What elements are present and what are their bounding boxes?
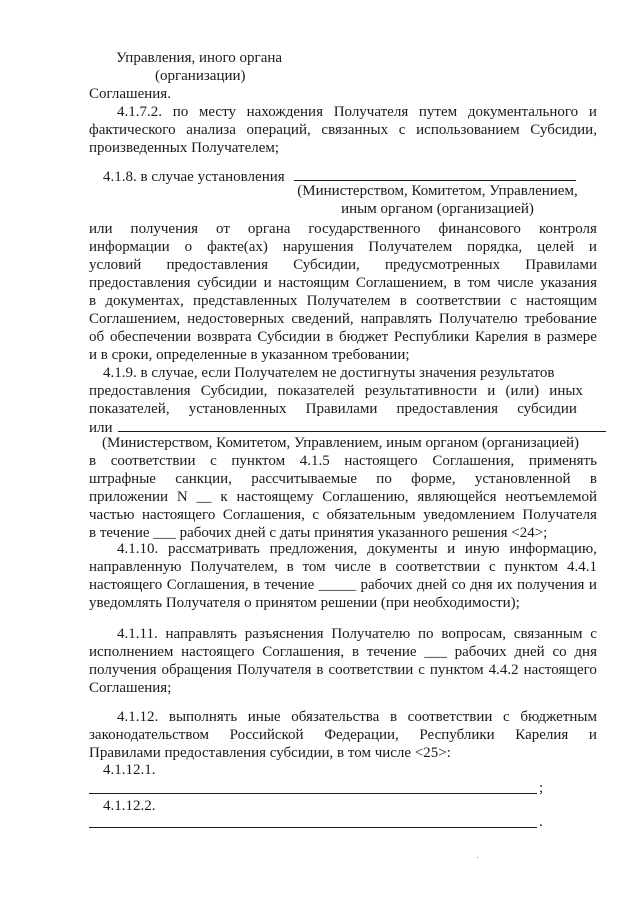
word: направленную [89,559,182,575]
p4172-line-2 [89,121,597,139]
word: факте(ах) [207,239,268,255]
word: настоящего [181,644,255,660]
word: иную [464,541,500,557]
word: соответствии [110,453,196,469]
p419-paren: (Министерством, Комитетом, Управлением, иным органом (организацией) [102,435,580,451]
word: с [210,453,217,469]
item-4-1-12-1-number: 4.1.12.1. [103,762,156,778]
word: бюджетным [520,709,597,725]
word: получения [130,221,199,237]
word: течение [366,644,417,660]
word: 4.1.12. [117,709,159,725]
word: рабочих [454,644,507,660]
word: 4.1.11. [117,626,158,642]
word: размере [546,329,597,345]
word: пунктом [504,559,559,575]
word: информацию, [509,541,597,557]
word: обеспечении [109,329,192,345]
word: пунктом [231,453,286,469]
p418-line-4 [89,256,597,274]
word: Получателю [438,311,518,327]
word: субсидии [517,401,577,417]
word: дня [470,577,493,593]
word: Субсидии, [293,257,360,273]
word: Федерации, [324,727,399,743]
word: санкции, [175,471,232,487]
word: субсидии [197,275,257,291]
p418-line-9: и в сроки, определенные в указанном требовании; [89,347,410,363]
word: Субсидии, [530,122,597,138]
word: связанным [513,626,583,642]
word: условий [89,257,142,273]
word: Соглашения, [432,453,515,469]
p4112-line-2 [89,726,597,744]
word: с [312,507,320,523]
word: течение [264,577,315,593]
word: в [89,293,97,309]
p4111-line-2 [89,643,597,661]
word: предоставления [89,275,191,291]
p418-blank [294,167,576,181]
word: рассчитываемые [251,471,357,487]
word: Получателем [306,293,391,309]
word: путем [418,104,458,120]
word: том [302,559,326,575]
word: Соглашению, [322,489,409,505]
word: Соглашения, [262,644,345,660]
word: Получателю [331,626,411,642]
word: Получателя [236,662,312,678]
word: Соглашения, [166,577,249,593]
word: требование [524,311,597,327]
item-4-1-12-2-line [89,827,537,828]
word: __ [196,489,212,505]
word: в [286,559,294,575]
word: 4.1.10. [117,541,159,557]
top-line-3: Соглашения. [89,86,171,102]
word: в [89,453,97,469]
word: настоящего [344,453,418,469]
word: к [220,489,228,505]
word: установленных [188,401,287,417]
word: Республики [419,727,495,743]
p419-line-6 [89,470,597,488]
word: иных [549,383,583,399]
word: приложении [89,489,169,505]
word: и [588,239,597,255]
word: соответствии [328,662,414,678]
p4110-line-4: уведомлять Получателя о принятом решении (при необходимости); [89,595,520,611]
word: настоящего [89,577,163,593]
item-4-1-12-2-end: . [539,814,543,830]
word: 4.4.2 [488,662,519,678]
p4111-line-3 [89,661,597,679]
word: исполнением [89,644,174,660]
word: показателей, [89,401,170,417]
word: Правилами [525,257,597,273]
word: применять [528,453,597,469]
word: дней [514,644,545,660]
word: направлять [360,311,432,327]
item-4-1-12-1-end: ; [539,780,544,796]
word: предоставления [89,383,191,399]
word: финансового [438,221,521,237]
p419-line-2 [89,382,583,400]
word: настоящим [278,275,350,291]
word: с [503,709,510,725]
word: и [447,541,456,557]
word: в [351,644,360,660]
word: том [467,275,491,291]
word: с [590,626,597,642]
word: N [176,489,188,505]
word: по [376,471,392,487]
p419-or: или [89,420,113,436]
p4172-line-3: произведенных Получателем; [89,140,280,156]
p418-line-6 [89,292,597,310]
p418-line-3 [89,238,597,256]
word: получения [89,662,157,678]
p419-line-3 [89,400,577,418]
word: соответствии [395,559,481,575]
word: порядка, [467,239,523,255]
word: предоставления [396,401,499,417]
word: разъяснения [244,626,324,642]
word: месту [198,104,236,120]
word: органа [247,221,291,237]
word: с [418,662,425,678]
word: 4.4.1 [566,559,597,575]
word: целей [537,239,574,255]
p4112-line-3: Правилами предоставления субсидии, в том числе <25>: [89,745,451,761]
word: операций, [246,122,311,138]
word: от [216,221,230,237]
word: Субсидии [257,329,321,345]
word: фактического [89,122,176,138]
word: документах, [105,293,184,309]
word: с [398,122,406,138]
word: _____ [318,577,357,593]
word: Соглашением, [89,311,181,327]
word: обязательным [326,507,416,523]
word: обращения [161,662,232,678]
word: по [172,104,189,120]
word: предусмотренных [384,257,501,273]
p4112-line-1 [117,708,597,726]
word: направлять [165,626,237,642]
item-4-1-12-2-number: 4.1.12.2. [103,798,156,814]
word: числе [497,275,534,291]
word: и [588,727,597,743]
word: дней [416,577,448,593]
word: обязательства [291,709,380,725]
word: законодательством [89,727,210,743]
p4111-line-1 [117,625,597,643]
word: предложения, [269,541,358,557]
word: Республики [393,329,470,345]
word: в [589,471,597,487]
top-line-2: (организации) [155,68,246,84]
word: получения [516,577,585,593]
word: рабочих [360,577,413,593]
word: по [417,626,434,642]
word: в [399,293,407,309]
word: и [487,383,496,399]
p4110-line-1 [117,540,597,558]
p418-intro: 4.1.8. в случае установления [103,169,285,185]
word: соответствии [416,293,501,309]
word: Соглашения, [222,507,305,523]
word: со [451,577,466,593]
word: анализа [186,122,236,138]
word: соответствии [407,709,493,725]
word: контроля [538,221,597,237]
word: связанных [321,122,389,138]
p418-paren-1: (Министерством, Комитетом, Управлением, [297,183,578,199]
scan-speck [477,857,478,858]
word: с [489,559,496,575]
word: или [89,221,113,237]
word: Карелия [474,329,529,345]
word: числе [334,559,371,575]
word: бюджет [339,329,389,345]
word: ___ [424,644,447,660]
word: 4.1.5 [299,453,330,469]
word: Получателем, [190,559,278,575]
p418-line-8 [89,328,597,346]
word: сведений, [291,311,354,327]
word: дня [574,644,597,660]
word: Правилами [305,401,378,417]
word: частью [89,507,135,523]
p4110-line-2 [89,558,597,576]
word: являющейся [417,489,497,505]
p419-line-8 [89,506,597,524]
p4110-line-3 [89,576,597,594]
word: установленной [474,471,571,487]
word: форме, [411,471,456,487]
p419-line-9: в течение ___ рабочих дней с даты принятия указанного решения <24>; [89,525,548,541]
word: неотъемлемой [505,489,597,505]
word: рассматривать [167,541,260,557]
word: в [316,662,324,678]
top-line-1: Управления, иного органа [116,50,283,66]
word: указания [540,275,597,291]
p4172-line-1 [117,103,597,121]
word: Получателя [522,507,597,523]
p419-line-7 [89,488,597,506]
word: (или) [505,383,540,399]
word: и [588,104,597,120]
word: о [184,239,193,255]
word: Субсидии, [200,383,268,399]
word: информации [89,239,170,255]
word: 4.1.7.2. [117,104,162,120]
p418-paren-2: иным органом (организацией) [341,201,534,217]
p418-line-5 [89,274,597,292]
word: Получателем [368,239,453,255]
p418-line-2 [89,220,597,238]
word: в [453,275,461,291]
word: иные [247,709,281,725]
word: недостоверных [187,311,285,327]
p4111-line-4: Соглашения; [89,680,172,696]
word: настоящим [526,293,597,309]
word: предоставления [166,257,268,273]
item-4-1-12-1-line [89,793,537,794]
word: их [497,577,513,593]
word: с [510,293,517,309]
word: возврата [196,329,252,345]
word: Карелия [515,727,569,743]
word: нарушения [282,239,354,255]
word: документального [467,104,579,120]
word: документы [367,541,438,557]
word: выполнять [168,709,238,725]
word: настоящего [142,507,216,523]
word: использованием [416,122,520,138]
word: и [263,275,272,291]
word: нахождения [246,104,323,120]
p419-blank [118,418,606,432]
word: и [588,577,597,593]
p419-line-1: 4.1.9. в случае, если Получателем не достигнуты значения результатов [103,365,555,381]
word: государственного [308,221,421,237]
word: в [389,709,398,725]
word: настоящему [236,489,314,505]
word: вопросам, [441,626,506,642]
word: настоящего [523,662,597,678]
word: штрафные [89,471,156,487]
word: Получателя [333,104,409,120]
word: в [326,329,334,345]
word: в [253,577,261,593]
word: со [552,644,567,660]
word: Российской [229,727,304,743]
p419-line-5 [89,452,597,470]
word: показателей [277,383,355,399]
word: представленных [193,293,298,309]
word: пунктом [429,662,484,678]
word: Соглашением, [355,275,448,291]
word: результативности [364,383,478,399]
word: в [379,559,387,575]
word: в [533,329,541,345]
p418-line-7 [89,310,597,328]
word: уведомлением [423,507,515,523]
word: об [89,329,105,345]
